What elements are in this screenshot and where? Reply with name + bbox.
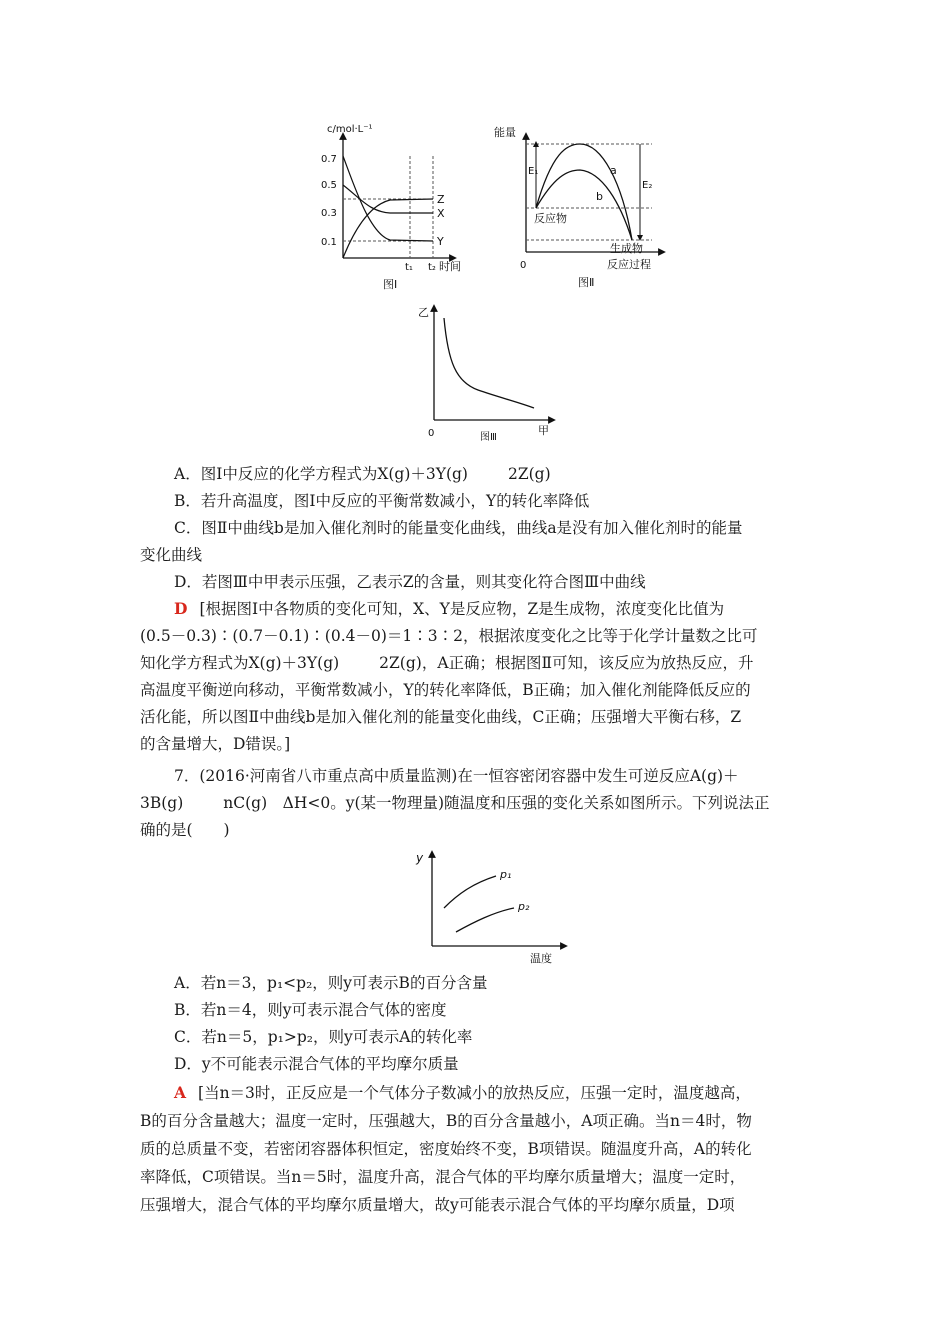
q7-answer: A bbox=[174, 1083, 187, 1102]
fig1-curve-z bbox=[343, 199, 433, 258]
q6-exp3b: 2Z(g)，A正确；根据图Ⅱ可知，该反应为放热反应，升 bbox=[379, 654, 754, 672]
fig4-curve-p1 bbox=[444, 876, 496, 908]
q7-explanation-line3: 质的总质量不变，若密闭容器体积恒定，密度始终不变，B项错误。随温度升高，A的转化 bbox=[140, 1140, 752, 1158]
q7-option-c: C．若n＝5，p₁>p₂，则y可表示A的转化率 bbox=[174, 1028, 473, 1046]
fig2-product: 生成物 bbox=[610, 242, 643, 255]
q6-option-d: D．若图Ⅲ中甲表示压强，乙表示Z的含量，则其变化符合图Ⅲ中曲线 bbox=[174, 573, 646, 591]
q6-option-b: B．若升高温度，图Ⅰ中反应的平衡常数减小，Y的转化率降低 bbox=[174, 492, 590, 510]
q7-stem-line2 bbox=[140, 792, 820, 814]
q7-explanation-line4: 率降低，C项错误。当n＝5时，温度升高，混合气体的平均摩尔质量增大；温度一定时， bbox=[140, 1168, 746, 1186]
q7-stem2a: 3B(g) bbox=[140, 794, 184, 812]
fig2-caption: 图Ⅱ bbox=[578, 276, 595, 289]
fig1-ytick-1: 0.5 bbox=[321, 180, 337, 191]
q7-option-a: A．若n＝3，p₁<p₂，则y可表示B的百分含量 bbox=[174, 974, 488, 992]
q7-option-d: D．y不可能表示混合气体的平均摩尔质量 bbox=[174, 1055, 459, 1073]
q6-explanation-line4: 高温度平衡逆向移动，平衡常数减小，Y的转化率降低，B正确；加入催化剂能降低反应的 bbox=[140, 681, 751, 699]
q6-explanation-line3 bbox=[140, 652, 820, 674]
fig4-xlabel: 温度 bbox=[530, 952, 552, 965]
q6-option-a bbox=[174, 463, 854, 485]
figure-3 bbox=[418, 302, 558, 442]
q7-stem-line3: 确的是( ) bbox=[140, 821, 230, 839]
fig1-xtick-t2: t₂ bbox=[428, 262, 436, 273]
q7-explanation-line2: B的百分含量越大；温度一定时，压强越大，B的百分含量越小，A项正确。当n＝4时，物 bbox=[140, 1112, 752, 1130]
fig1-ytick-3: 0.1 bbox=[321, 237, 337, 248]
q6-exp1: [根据图Ⅰ中各物质的变化可知，X、Y是反应物，Z是生成物，浓度变化比值为 bbox=[199, 600, 725, 618]
fig2-xlabel: 反应过程 bbox=[607, 258, 651, 271]
fig1-ylabel: c/mol·L⁻¹ bbox=[327, 124, 373, 135]
fig4-curve-p2 bbox=[456, 908, 514, 932]
figure-4 bbox=[414, 848, 574, 968]
fig2-label-b: b bbox=[596, 190, 603, 203]
fig2-reactant: 反应物 bbox=[534, 212, 567, 225]
figure-2 bbox=[492, 122, 672, 292]
q7-explanation-line5: 压强增大，混合气体的平均摩尔质量增大，故y可能表示混合气体的平均摩尔质量，D项 bbox=[140, 1196, 735, 1214]
fig1-series-z: Z bbox=[437, 193, 445, 206]
q6-exp3a: 知化学方程式为X(g)＋3Y(g) bbox=[140, 654, 340, 672]
q6-explanation-line1 bbox=[174, 598, 854, 620]
fig2-e1: E₁ bbox=[528, 166, 539, 177]
fig3-caption: 图Ⅲ bbox=[480, 432, 497, 443]
q7-stem2b: nC(g) ΔH<0。y(某一物理量)随温度和压强的变化关系如图所示。下列说法正 bbox=[223, 794, 770, 812]
fig1-ytick-0: 0.7 bbox=[321, 154, 337, 165]
q6-explanation-line2: (0.5－0.3)∶(0.7－0.1)∶(0.4－0)＝1∶3∶2，根据浓度变化之比等于化学计量数之比可 bbox=[140, 627, 758, 645]
fig2-curve-b bbox=[536, 170, 632, 240]
fig3-origin: 0 bbox=[428, 428, 435, 439]
fig4-p1: p₁ bbox=[500, 868, 512, 881]
fig4-p2: p₂ bbox=[518, 900, 530, 913]
fig2-label-a: a bbox=[610, 164, 617, 177]
q6-option-c-line1: C．图Ⅱ中曲线b是加入催化剂时的能量变化曲线，曲线a是没有加入催化剂时的能量 bbox=[174, 519, 743, 537]
q7-explanation-line1 bbox=[174, 1082, 854, 1104]
q6-option-a-text: A．图Ⅰ中反应的化学方程式为X(g)＋3Y(g) bbox=[174, 465, 468, 483]
figure-4-svg bbox=[414, 848, 574, 968]
fig1-xtick-t1: t₁ bbox=[405, 262, 413, 273]
fig1-ytick-2: 0.3 bbox=[321, 208, 337, 219]
fig3-ylabel: 乙 bbox=[418, 306, 429, 319]
q7-exp1: [当n＝3时，正反应是一个气体分子数减小的放热反应，压强一定时，温度越高， bbox=[198, 1084, 751, 1102]
figure-1-svg bbox=[315, 118, 475, 293]
q6-explanation-line6: 的含量增大，D错误。] bbox=[140, 735, 291, 753]
figure-2-svg bbox=[492, 122, 672, 292]
fig1-xlabel: 时间 bbox=[439, 260, 461, 273]
figure-3-svg bbox=[418, 302, 558, 442]
fig1-series-y: Y bbox=[437, 235, 444, 248]
fig2-curve-a bbox=[536, 144, 632, 240]
q6-explanation-line5: 活化能，所以图Ⅱ中曲线b是加入催化剂的能量变化曲线，C正确；压强增大平衡右移，Z bbox=[140, 708, 742, 726]
fig1-caption: 图Ⅰ bbox=[383, 278, 398, 291]
fig3-xlabel: 甲 bbox=[538, 424, 549, 437]
q6-answer: D bbox=[174, 599, 188, 618]
q6-option-a-product: 2Z(g) bbox=[507, 465, 551, 483]
q7-option-b: B．若n＝4，则y可表示混合气体的密度 bbox=[174, 1001, 447, 1019]
fig3-curve bbox=[444, 318, 534, 408]
fig2-origin: 0 bbox=[520, 260, 527, 271]
figure-1 bbox=[315, 118, 475, 293]
fig1-series-x: X bbox=[437, 207, 445, 220]
fig2-e2: E₂ bbox=[642, 180, 653, 191]
q7-stem-line1: 7．(2016·河南省八市重点高中质量监测)在一恒容密闭容器中发生可逆反应A(g)＋ bbox=[174, 767, 739, 785]
fig4-ylabel: y bbox=[416, 851, 424, 865]
fig2-ylabel: 能量 bbox=[494, 126, 516, 139]
q6-option-c-line2: 变化曲线 bbox=[140, 546, 203, 564]
